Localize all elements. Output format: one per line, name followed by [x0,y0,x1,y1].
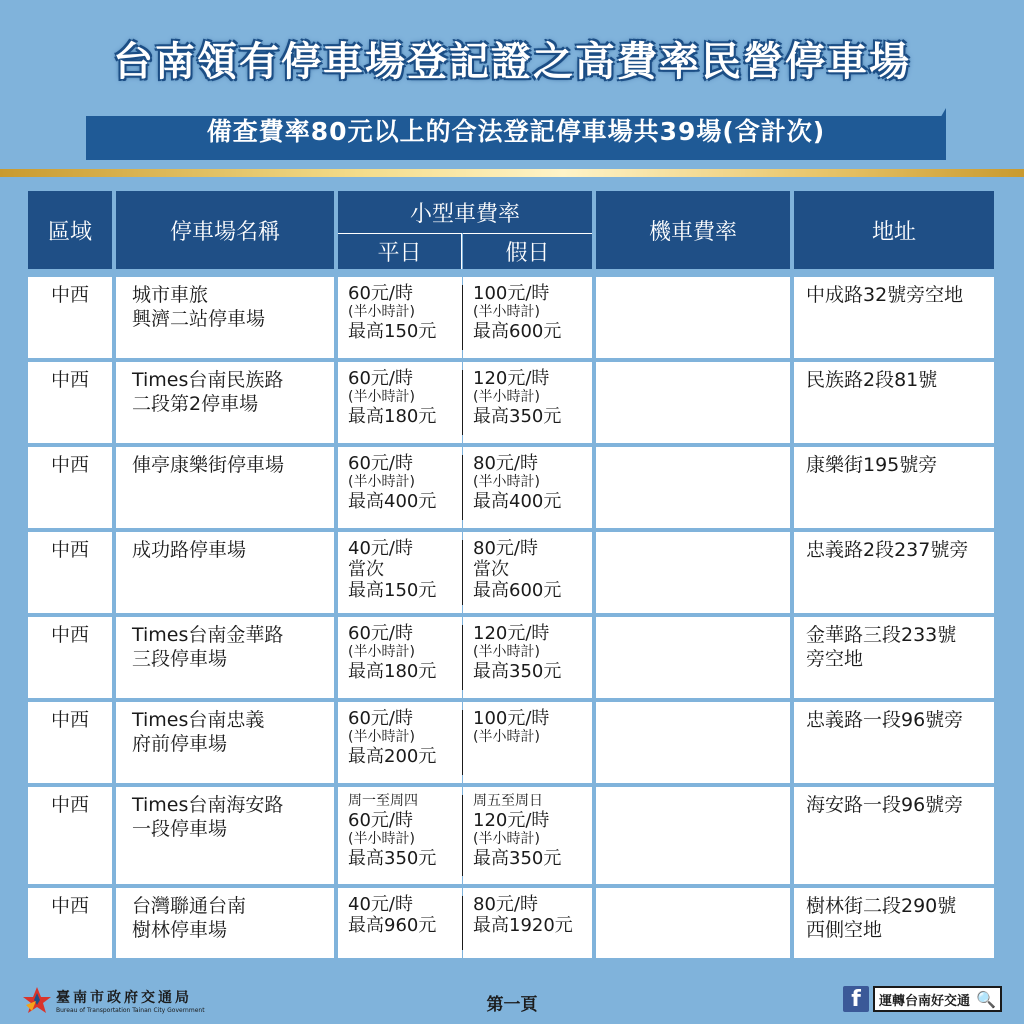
cell-address [794,362,994,443]
holiday-rate-note: (半小時計) [473,474,540,490]
cell-address [794,532,994,613]
weekday-rate-note: (半小時計) [348,389,415,405]
weekday-rate-note: (半小時計) [348,474,415,490]
cell-name [116,787,334,884]
address-line: 忠義路一段96號旁 [806,709,964,731]
holiday-max-fee: 最高350元 [473,406,562,427]
weekday-max-fee: 最高180元 [348,406,437,427]
rate-divider [462,795,463,876]
area-text: 中西 [50,895,89,917]
cell-name [116,447,334,528]
cell-name [116,362,334,443]
address-line: 忠義路2段237號旁 [806,539,969,561]
weekday-hourly-rate: 40元/時 [348,894,413,915]
header-motorcycle: 機車費率 [596,191,790,269]
weekday-rate-note: (半小時計) [348,304,415,320]
facebook-page-name: 運轉台南好交通 [879,993,971,1009]
cell-holiday-rate [463,888,592,958]
address-line: 西側空地 [806,919,883,941]
weekday-rate-note: (半小時計) [348,644,415,660]
area-text: 中西 [50,794,89,816]
rate-divider [462,370,463,435]
cell-motorcycle-rate [596,362,790,443]
area-text: 中西 [50,454,89,476]
parking-name-line: Times台南金華路 [132,624,284,646]
cell-area [28,617,112,698]
area-text: 中西 [50,284,89,306]
cell-name [116,617,334,698]
header-small-car: 小型車費率 [338,191,592,233]
cell-area [28,447,112,528]
page-title: 台南領有停車場登記證之高費率民營停車場 [113,39,911,85]
area-text: 中西 [50,369,89,391]
cell-weekday-rate [338,702,462,783]
cell-address [794,447,994,528]
weekday-rate-note: (半小時計) [348,831,415,847]
agency-name-en: Bureau of Transportation Tainan City Government [56,1006,205,1014]
header-area: 區域 [28,191,112,269]
weekday-hourly-rate: 60元/時 [348,810,413,831]
cell-holiday-rate [463,532,592,613]
cell-area [28,702,112,783]
address-line: 樹林街二段290號 [806,895,957,917]
cell-area [28,888,112,958]
weekday-max-fee: 最高150元 [348,321,437,342]
weekday-max-fee: 最高200元 [348,746,437,767]
holiday-rate-note: (半小時計) [473,831,540,847]
gold-divider [0,169,1024,177]
address-line: 中成路32號旁空地 [806,284,964,306]
address-line: 旁空地 [806,648,864,670]
cell-weekday-rate [338,787,462,884]
parking-name-line: 三段停車場 [132,648,228,670]
address-line: 金華路三段233號 [806,624,957,646]
cell-address [794,787,994,884]
cell-holiday-rate [463,362,592,443]
parking-name-line: Times台南忠義 [132,709,265,731]
weekday-hourly-rate: 60元/時 [348,708,413,729]
cell-name [116,888,334,958]
agency-name: 臺南市政府交通局 [56,989,192,1006]
cell-name [116,532,334,613]
cell-motorcycle-rate [596,617,790,698]
parking-name-line: 府前停車場 [132,733,228,755]
rate-divider [462,710,463,775]
holiday-hourly-rate: 80元/時 [473,894,538,915]
cell-weekday-rate [338,888,462,958]
holiday-max-fee: 最高600元 [473,580,562,601]
cell-motorcycle-rate [596,787,790,884]
holiday-rate-note: (半小時計) [473,304,540,320]
holiday-max-fee: 最高600元 [473,321,562,342]
weekday-days: 周一至周四 [348,793,418,809]
header-holiday: 假日 [463,233,592,269]
weekday-hourly-rate: 60元/時 [348,623,413,644]
header-address: 地址 [794,191,994,269]
facebook-icon[interactable]: f [843,986,869,1012]
parking-name-line: 俥亭康樂街停車場 [132,454,285,476]
facebook-page-search[interactable] [873,986,1002,1012]
header-name: 停車場名稱 [116,191,334,269]
cell-name [116,702,334,783]
cell-address [794,277,994,358]
cell-holiday-rate [463,447,592,528]
holiday-rate-note: (半小時計) [473,644,540,660]
weekday-max-fee: 最高960元 [348,915,437,936]
area-text: 中西 [50,539,89,561]
weekday-max-fee: 最高150元 [348,580,437,601]
parking-name-line: Times台南民族路 [132,369,284,391]
search-icon[interactable]: 🔍 [976,989,996,1009]
page-subtitle: 備查費率80元以上的合法登記停車場共39場(含計次) [206,117,826,146]
cell-area [28,362,112,443]
cell-address [794,888,994,958]
cell-motorcycle-rate [596,447,790,528]
facebook-search-bar[interactable] [843,986,1002,1012]
rate-divider [462,540,463,605]
holiday-max-fee: 最高350元 [473,661,562,682]
cell-area [28,532,112,613]
holiday-max-fee: 最高400元 [473,491,562,512]
area-text: 中西 [50,624,89,646]
holiday-rate-note: (半小時計) [473,729,540,745]
parking-name-line: 台灣聯通台南 [132,895,247,917]
cell-weekday-rate [338,532,462,613]
cell-weekday-rate [338,277,462,358]
cell-motorcycle-rate [596,532,790,613]
holiday-hourly-rate: 100元/時 [473,708,550,729]
cell-weekday-rate [338,362,462,443]
cell-holiday-rate [463,702,592,783]
weekday-rate-note: (半小時計) [348,729,415,745]
rate-divider [462,285,463,350]
rate-divider [462,625,463,690]
holiday-max-fee: 最高350元 [473,848,562,869]
weekday-hourly-rate: 60元/時 [348,453,413,474]
holiday-rate-note: (半小時計) [473,389,540,405]
address-line: 海安路一段96號旁 [806,794,964,816]
cell-address [794,617,994,698]
weekday-max-fee: 最高180元 [348,661,437,682]
weekday-max-fee: 最高400元 [348,491,437,512]
cell-holiday-rate [463,617,592,698]
area-text: 中西 [50,709,89,731]
header-weekday: 平日 [338,233,462,269]
holiday-hourly-rate: 120元/時 [473,810,550,831]
address-line: 民族路2段81號 [806,369,938,391]
weekday-max-fee: 最高350元 [348,848,437,869]
holiday-rate-note: 當次 [473,559,509,580]
parking-name-line: 興濟二站停車場 [132,308,266,330]
rate-divider [462,455,463,520]
cell-address [794,702,994,783]
parking-name-line: 一段停車場 [132,818,228,840]
parking-name-line: Times台南海安路 [132,794,284,816]
cell-holiday-rate [463,787,592,884]
page-number: 第一頁 [486,995,538,1015]
holiday-max-fee: 最高1920元 [473,915,573,936]
cell-weekday-rate [338,617,462,698]
holiday-hourly-rate: 80元/時 [473,453,538,474]
cell-holiday-rate [463,277,592,358]
parking-name-line: 成功路停車場 [132,539,247,561]
weekday-hourly-rate: 40元/時 [348,538,413,559]
cell-weekday-rate [338,447,462,528]
parking-name-line: 二段第2停車場 [132,393,259,415]
cell-area [28,277,112,358]
holiday-days: 周五至周日 [473,793,543,809]
cell-area [28,787,112,884]
holiday-hourly-rate: 120元/時 [473,368,550,389]
holiday-hourly-rate: 100元/時 [473,283,550,304]
cell-name [116,277,334,358]
weekday-hourly-rate: 60元/時 [348,368,413,389]
address-line: 康樂街195號旁 [806,454,938,476]
cell-motorcycle-rate [596,702,790,783]
weekday-hourly-rate: 60元/時 [348,283,413,304]
parking-name-line: 城市車旅 [132,284,209,306]
cell-motorcycle-rate [596,277,790,358]
holiday-hourly-rate: 80元/時 [473,538,538,559]
cell-motorcycle-rate [596,888,790,958]
weekday-rate-note: 當次 [348,559,384,580]
parking-name-line: 樹林停車場 [132,919,228,941]
rate-divider [462,896,463,950]
holiday-hourly-rate: 120元/時 [473,623,550,644]
